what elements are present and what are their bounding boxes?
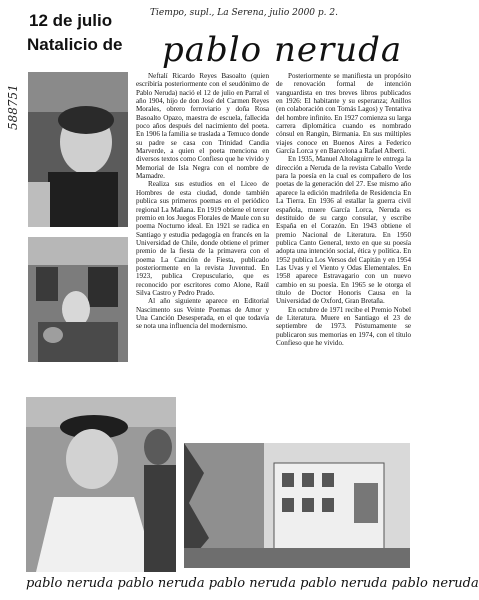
handwritten-note: Tiempo, supl., La Serena, julio 2000 p. 2. [150,8,338,18]
footer-banner: pablo neruda pablo neruda pablo neruda pablo neruda pablo neruda [26,576,479,591]
house-interior-photo [28,237,128,362]
paragraph: Realiza sus estudios en el Liceo de Hombres de esta ciudad, donde también publica sus primeros poemas en el periódico regional La Mañana. En 1919 obtiene el tercer premio en los Juegos Florales de Maule con su poema Nocturno ideal. En 1921 se radica en Santiago y estudia pedagogía en francés en la Universidad de Chile, donde obtiene el primer premio de la fiesta de la primavera con el poema La Canción de Fiesta, publicado posteriormente en la revista Juventud. En 1923, publica Crepusculario, que es reconocido por escritores como Alone, Raúl Silva Castro y Pedro Prado. [136,180,269,297]
portrait-photo [28,72,128,227]
subtitle: Natalicio de [27,35,123,54]
neruda-cap-photo [26,397,176,572]
archive-number: 588751 [6,84,20,130]
house-exterior-photo [184,443,410,568]
paragraph: Neftalí Ricardo Reyes Basoalto (quien escribiría posteriormente con el seudónimo de Pablo Neruda) nació el 12 de julio en Parral el año 1904, hijo de don José del Carmen Reyes Morales, obrero ferroviario y doña Rosa Basoalto Opazo, maestra de escuela, fallecida poco años después del nacimiento del poeta. En 1906 la familia se traslada a Temuco donde su padre se casa con Trinidad Candia Marverde, a quien el poeta menciona en diversos textos como Confieso que he vivido y Memorial de Isla Negra con el nombre de Mamadre. [136,72,269,181]
name-script-title: pablo neruda [162,30,403,70]
paragraph: Posteriormente se manifiesta un propósito de renovación formal de intención vanguardista en tres breves libros publicados en 1926: El habitante y su esperanza; Anillos (en colaboración con Tomás Lagos) y Tentativa del hombre infinito. En 1927 comienza su larga carrera diplomática cuando es nombrado cónsul en Rangún, Birmania. En sus múltiples viajes conoce en Buenos Aires a Federico García Lorca y en Barcelona a Rafael Alberti. [276,72,412,156]
article-column-right [276,72,411,347]
date-title: 12 de julio [29,11,113,30]
article-column-left [136,72,269,331]
paragraph: En octubre de 1971 recibe el Premio Nobel de Literatura. Muere en Santiago el 23 de septiembre de 1973. Póstumamente se publicaron sus memorias en 1974, con el título Confieso que he vivido. [276,305,411,347]
paragraph: Al año siguiente aparece en Editorial Nascimento sus Veinte Poemas de Amor y Una Canción Desesperada, en el que todavía se nota una influencia del modernismo. [136,297,269,331]
paragraph: En 1935, Manuel Altolaguirre le entrega la dirección a Neruda de la revista Caballo Verde para la poesía en la cual es compañero de los poetas de la generación del 27. Ese mismo año aparece la edición madrileña de Residencia En La Tierra. En 1936 al estallar la guerra civil española, muere García Lorca, Neruda es destituido de su cargo consular, y escribe España en el Corazón. En 1943 obtiene el premio Nacional de Literatura. En 1950 publica Canto General, texto en que su poesía adopta una intención social, ética y política. En 1952 publica Los Versos del Capitán y en 1954 Las Uvas y el Viento y Odas Elementales. En 1958 aparece Estravagario con un nuevo cambio en su poesía. En 1965 se le otorga el título de Doctor Honoris Causa en la Universidad de Oxford, Gran Bretaña. [276,155,411,306]
